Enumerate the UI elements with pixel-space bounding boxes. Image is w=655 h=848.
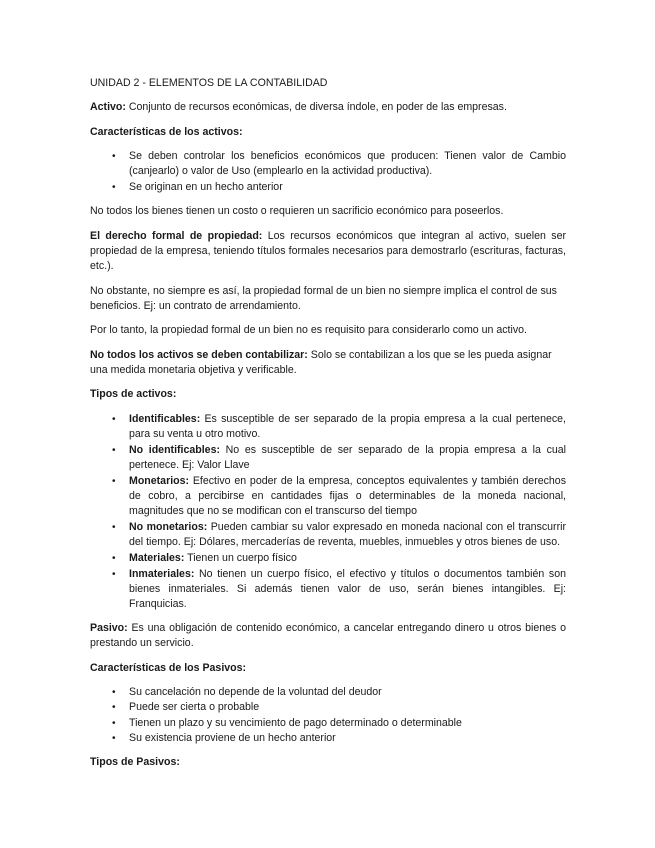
bullet-icon: • <box>112 151 116 163</box>
list-item-text: Tienen un cuerpo físico <box>184 551 297 564</box>
bullet-icon: • <box>112 444 116 456</box>
list-item <box>90 551 566 566</box>
derecho-definition: Los recursos económicos que integran al activo, suelen ser propiedad de la empresa, teniendo títulos formales necesarios para demostrarlo (escrituras, facturas, etc.). <box>90 229 566 273</box>
list-item-term: No monetarios: <box>129 520 208 533</box>
contabilizar-term: No todos los activos se deben contabilizar: <box>90 348 308 361</box>
bullet-icon: • <box>112 717 116 729</box>
bullet-icon: • <box>112 687 116 699</box>
list-item <box>90 716 566 731</box>
list-item <box>90 685 566 700</box>
list-item <box>90 474 566 520</box>
derecho-term: El derecho formal de propiedad: <box>90 229 263 242</box>
bullet-icon: • <box>112 552 116 564</box>
bullet-icon: • <box>112 413 116 425</box>
list-item-text: No es susceptible de ser separado de la propia empresa a la cual pertenece. Ej: Valor Llave <box>129 443 567 471</box>
list-item <box>90 700 566 715</box>
list-item-text: Efectivo en poder de la empresa, conceptos equivalentes y también derechos de cobro, a percibirse en cantidades fijas o determinables de la moneda nacional, magnitudes que no se modifican con el transcurso del tiempo <box>129 474 566 517</box>
activo-definition: Conjunto de recursos económicas, de diversa índole, en poder de las empresas. <box>125 101 507 114</box>
derecho-paragraph <box>90 229 566 275</box>
list-item-term: Materiales: <box>129 551 185 564</box>
no-todos-bienes-paragraph: No todos los bienes tienen un costo o requieren un sacrificio económico para poseerlos. <box>90 205 504 218</box>
list-item-text: Puede ser cierta o probable <box>129 701 260 714</box>
caracteristicas-pasivos-list <box>90 685 566 746</box>
bullet-icon: • <box>112 475 116 487</box>
list-item-text: Su existencia proviene de un hecho anterior <box>129 731 336 744</box>
bullet-icon: • <box>112 702 116 714</box>
activo-paragraph <box>90 100 566 115</box>
list-item <box>90 412 566 442</box>
caracteristicas-activos-list <box>90 149 566 195</box>
pasivo-term: Pasivo: <box>90 622 128 635</box>
contabilizar-definition: Solo se contabilizan a los que se les pueda asignar una medida monetaria objetiva y verificable. <box>90 348 552 376</box>
list-item-text: Es susceptible de ser separado de la propia empresa a la cual pertenece, para su venta u otro motivo. <box>129 412 566 440</box>
contabilizar-paragraph <box>90 348 566 378</box>
list-item <box>90 149 566 179</box>
list-item-term: Inmateriales: <box>129 567 195 580</box>
no-obstante-paragraph: No obstante, no siempre es así, la propiedad formal de un bien no siempre implica el control de sus beneficios. Ej: un contrato de arrendamiento. <box>90 284 557 312</box>
list-item <box>90 443 566 473</box>
document-page <box>90 76 566 779</box>
list-item-text: No tienen un cuerpo físico, el efectivo y títulos o documentos también son bienes inmateriales. Si además tienen valor de uso, serán bienes intangibles. Ej: Franquicias. <box>129 567 566 610</box>
caracteristicas-pasivos-heading: Características de los Pasivos: <box>90 661 247 674</box>
list-item-text: Se deben controlar los beneficios económicos que producen: Tienen valor de Cambio (canjearlo) o valor de Uso (emplearlo en la actividad productiva). <box>129 150 566 178</box>
list-item-text: Pueden cambiar su valor expresado en moneda nacional con el transcurrir del tiempo. Ej: Dólares, mercaderías de reventa, muebles, inmuebles y otros bienes de uso. <box>129 520 566 548</box>
pasivo-paragraph <box>90 621 566 651</box>
bullet-icon: • <box>112 568 116 580</box>
list-item-text: Su cancelación no depende de la voluntad del deudor <box>129 686 382 699</box>
pasivo-definition: Es una obligación de contenido económico, a cancelar entregando dinero u otros bienes o prestando un servicio. <box>90 622 566 650</box>
list-item <box>90 567 566 613</box>
list-item-text: Tienen un plazo y su vencimiento de pago determinado o determinable <box>129 716 462 729</box>
tipos-activos-heading: Tipos de activos: <box>90 388 177 401</box>
list-item-text: Se originan en un hecho anterior <box>129 181 283 194</box>
document-title: UNIDAD 2 - ELEMENTOS DE LA CONTABILIDAD <box>90 77 328 89</box>
list-item <box>90 180 566 195</box>
tipos-pasivos-heading: Tipos de Pasivos: <box>90 755 180 768</box>
bullet-icon: • <box>112 521 116 533</box>
list-item <box>90 731 566 746</box>
tipos-activos-list <box>90 412 566 613</box>
bullet-icon: • <box>112 732 116 744</box>
caracteristicas-activos-heading: Características de los activos: <box>90 125 243 138</box>
activo-term: Activo: <box>90 101 126 114</box>
list-item-term: Monetarios: <box>129 474 190 487</box>
bullet-icon: • <box>112 182 116 194</box>
list-item-term: No identificables: <box>129 443 220 456</box>
list-item <box>90 520 566 550</box>
por-lo-tanto-paragraph: Por lo tanto, la propiedad formal de un bien no es requisito para considerarlo como un activo. <box>90 324 527 337</box>
list-item-term: Identificables: <box>129 412 201 425</box>
